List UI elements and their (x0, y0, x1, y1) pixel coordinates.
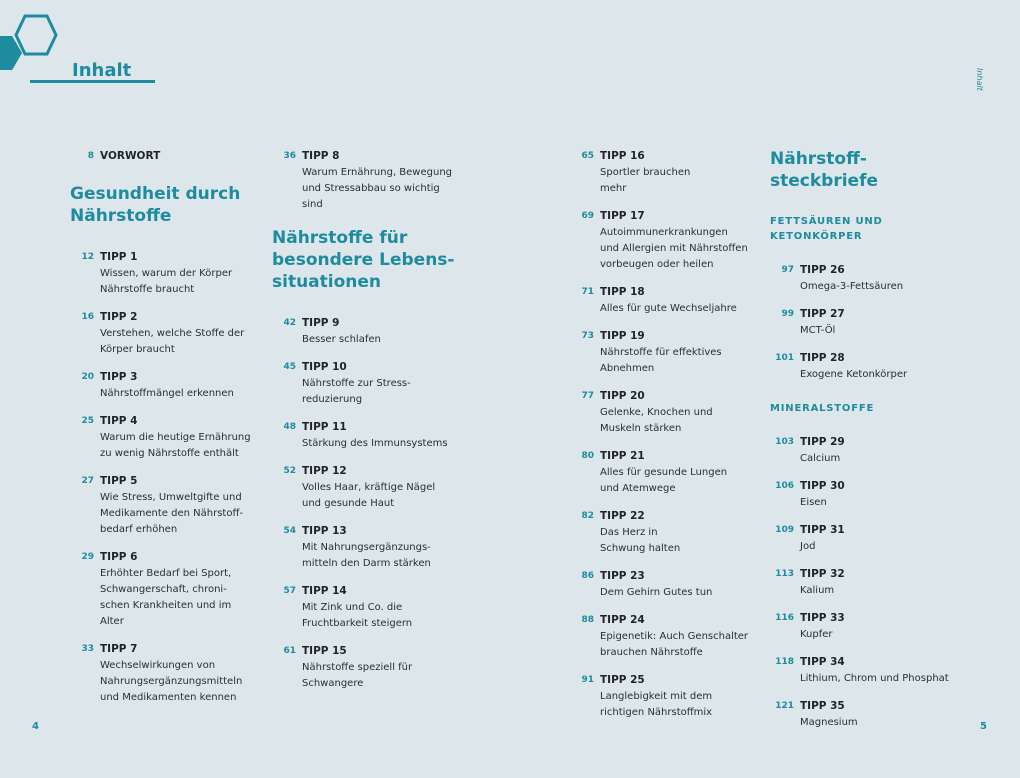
toc-entry-description: MCT-Öl (800, 325, 836, 336)
toc-entry-title: TIPP 2 (100, 311, 138, 323)
toc-entry-description: Dem Gehirn Gutes tun (600, 587, 713, 598)
section-heading (272, 227, 472, 293)
toc-entry-title: TIPP 28 (800, 352, 845, 364)
toc-entry-title: TIPP 15 (302, 645, 347, 657)
toc-entry-description: Stärkung des Immunsystems (302, 438, 448, 449)
toc-entry-description: Autoimmunerkrankungen (600, 227, 728, 238)
toc-entry[interactable] (570, 284, 760, 317)
toc-entry[interactable] (570, 328, 760, 377)
page-number-right: 5 (980, 721, 987, 732)
toc-entry-description: Mit Zink und Co. die (302, 602, 403, 613)
toc-entry-description: Omega-3-Fettsäuren (800, 281, 904, 292)
toc-page-number: 20 (81, 372, 94, 382)
toc-entry-description: Volles Haar, kräftige Nägel (302, 482, 436, 493)
toc-entry-vorwort[interactable] (70, 148, 260, 165)
toc-entry-title: TIPP 23 (600, 570, 645, 582)
toc-page-number: 73 (581, 331, 594, 341)
toc-page-number: 29 (81, 552, 94, 562)
toc-entry-description: Schwung halten (600, 543, 681, 554)
toc-page-number: 103 (775, 437, 794, 447)
toc-entry[interactable] (770, 654, 970, 687)
toc-entry-description: Erhöhter Bedarf bei Sport, (100, 568, 232, 579)
subsection-heading (770, 214, 970, 244)
toc-entry-description: reduzierung (302, 394, 363, 405)
toc-page-number: 8 (87, 151, 94, 161)
toc-entry-description: mitteln den Darm stärken (302, 558, 431, 569)
toc-entry-description: Alles für gesunde Lungen (600, 467, 728, 478)
toc-entry-title: TIPP 31 (800, 524, 845, 536)
toc-page-number: 113 (775, 569, 794, 579)
toc-entry-description: Wie Stress, Umweltgifte und (100, 492, 242, 503)
toc-entry-title: TIPP 32 (800, 568, 845, 580)
toc-entry-title: TIPP 3 (100, 371, 138, 383)
toc-entry-title: TIPP 11 (302, 421, 347, 433)
toc-page-number: 97 (781, 265, 794, 275)
page-title: Inhalt (72, 60, 132, 81)
toc-entry-description: Jod (800, 541, 816, 552)
toc-entry-description: Verstehen, welche Stoffe der (100, 328, 245, 339)
toc-entry[interactable] (570, 508, 760, 557)
toc-entry-description: und Medikamenten kennen (100, 692, 237, 703)
toc-entry[interactable] (70, 309, 260, 358)
toc-entry-description: Sportler brauchen (600, 167, 691, 178)
toc-entry-description: Exogene Ketonkörper (800, 369, 908, 380)
toc-page-number: 80 (581, 451, 594, 461)
toc-entry[interactable] (570, 672, 760, 721)
toc-entry[interactable] (70, 549, 260, 630)
toc-entry-title: TIPP 8 (302, 150, 340, 162)
heading-line: Nährstoff- (770, 149, 867, 169)
toc-entry-description: Nährstoffe zur Stress- (302, 378, 411, 389)
toc-entry-description: Calcium (800, 453, 841, 464)
toc-entry[interactable] (272, 359, 472, 408)
toc-entry[interactable] (770, 306, 970, 339)
toc-entry-description: Nährstoffe speziell für (302, 662, 413, 673)
toc-entry-title: TIPP 19 (600, 330, 645, 342)
toc-entry-description: Abnehmen (600, 363, 655, 374)
toc-page-number: 12 (81, 252, 94, 262)
toc-entry-description: Gelenke, Knochen und (600, 407, 713, 418)
toc-entry-title: TIPP 4 (100, 415, 138, 427)
toc-entry-title: TIPP 7 (100, 643, 138, 655)
toc-entry[interactable] (770, 434, 970, 467)
toc-column-4 (770, 148, 970, 742)
toc-entry-description: richtigen Nährstoffmix (600, 707, 713, 718)
toc-page-number: 33 (81, 644, 94, 654)
toc-page-number: 16 (81, 312, 94, 322)
toc-entry[interactable] (70, 249, 260, 298)
toc-entry-description: zu wenig Nährstoffe enthält (100, 448, 239, 459)
toc-page-number: 42 (283, 318, 296, 328)
toc-entry[interactable] (770, 522, 970, 555)
toc-entry-title: TIPP 12 (302, 465, 347, 477)
toc-page-number: 52 (283, 466, 296, 476)
toc-entry[interactable] (272, 315, 472, 348)
toc-entry-title: TIPP 22 (600, 510, 645, 522)
heading-line: Nährstoffe für (272, 228, 408, 248)
toc-entry-description: Eisen (800, 497, 827, 508)
toc-page-number: 121 (775, 701, 794, 711)
toc-page-number: 54 (283, 526, 296, 536)
toc-entry[interactable] (770, 478, 970, 511)
toc-entry[interactable] (272, 419, 472, 452)
toc-entry-title: TIPP 18 (600, 286, 645, 298)
toc-entry-description: Nährstoffe braucht (100, 284, 195, 295)
toc-entry-title: TIPP 10 (302, 361, 347, 373)
toc-entry-title: TIPP 25 (600, 674, 645, 686)
toc-entry-description: und gesunde Haut (302, 498, 395, 509)
toc-entry-title: VORWORT (100, 150, 161, 162)
toc-page-number: 69 (581, 211, 594, 221)
toc-entry-description: Wissen, warum der Körper (100, 268, 233, 279)
toc-entry-description: bedarf erhöhen (100, 524, 178, 535)
hexagon-outline-icon (14, 14, 58, 56)
toc-page-number: 48 (283, 422, 296, 432)
toc-entry-description: vorbeugen oder heilen (600, 259, 714, 270)
toc-entry-description: Körper braucht (100, 344, 175, 355)
toc-page-number: 118 (775, 657, 794, 667)
subsection-heading (770, 401, 970, 416)
toc-entry-description: Medikamente den Nährstoff- (100, 508, 243, 519)
toc-page-number: 25 (81, 416, 94, 426)
toc-page-number: 116 (775, 613, 794, 623)
toc-entry-description: Epigenetik: Auch Genschalter (600, 631, 749, 642)
toc-page-number: 99 (781, 309, 794, 319)
running-head: Inhalt (975, 68, 984, 91)
toc-entry-description: Alles für gute Wechseljahre (600, 303, 737, 314)
toc-entry-title: TIPP 26 (800, 264, 845, 276)
toc-entry-description: und Stressabbau so wichtig (302, 183, 440, 194)
heading-line: MINERALSTOFFE (770, 403, 875, 414)
toc-entry-description: Nährstoffmängel erkennen (100, 388, 234, 399)
toc-page-number: 82 (581, 511, 594, 521)
toc-entry-title: TIPP 16 (600, 150, 645, 162)
toc-entry-description: Magnesium (800, 717, 858, 728)
toc-entry-title: TIPP 14 (302, 585, 347, 597)
section-heading (70, 183, 260, 227)
toc-entry-description: mehr (600, 183, 627, 194)
toc-column-3 (570, 148, 760, 732)
toc-entry[interactable] (70, 641, 260, 706)
toc-page-number: 65 (581, 151, 594, 161)
toc-entry[interactable] (70, 369, 260, 402)
toc-entry-title: TIPP 5 (100, 475, 138, 487)
toc-entry[interactable] (570, 148, 760, 197)
toc-entry-description: Wechselwirkungen von (100, 660, 216, 671)
toc-page-number: 27 (81, 476, 94, 486)
toc-page-number: 86 (581, 571, 594, 581)
toc-page-number: 109 (775, 525, 794, 535)
toc-page-number: 61 (283, 646, 296, 656)
heading-line: situationen (272, 272, 382, 292)
heading-line: FETTSÄUREN UND (770, 216, 883, 227)
toc-entry[interactable] (770, 262, 970, 295)
toc-entry-description: und Atemwege (600, 483, 676, 494)
toc-page-number: 57 (283, 586, 296, 596)
toc-entry[interactable] (770, 566, 970, 599)
heading-line: steckbriefe (770, 171, 878, 191)
toc-entry[interactable] (272, 583, 472, 632)
toc-entry-description: und Allergien mit Nährstoffen (600, 243, 748, 254)
toc-entry-description: Muskeln stärken (600, 423, 682, 434)
toc-entry-title: TIPP 6 (100, 551, 138, 563)
toc-entry[interactable] (570, 568, 760, 601)
section-heading-text: Gesundheit durch Nährstoffe (70, 184, 241, 226)
toc-entry[interactable] (272, 463, 472, 512)
section-heading (770, 148, 970, 192)
heading-line: KETONKÖRPER (770, 231, 863, 242)
toc-entry-title: TIPP 9 (302, 317, 340, 329)
toc-entry-description: Mit Nahrungsergänzungs- (302, 542, 431, 553)
toc-entry-title: TIPP 27 (800, 308, 845, 320)
toc-entry[interactable] (570, 612, 760, 661)
toc-entry-title: TIPP 30 (800, 480, 845, 492)
toc-page-number: 36 (283, 151, 296, 161)
page-number-left: 4 (32, 721, 39, 732)
toc-entry[interactable] (770, 698, 970, 731)
toc-entry-title: TIPP 34 (800, 656, 845, 668)
toc-entry[interactable] (770, 350, 970, 383)
toc-entry[interactable] (272, 523, 472, 572)
toc-entry[interactable] (570, 388, 760, 437)
toc-entry-description: Fruchtbarkeit steigern (302, 618, 413, 629)
toc-entry-description: Alter (100, 616, 124, 627)
toc-entry[interactable] (570, 448, 760, 497)
toc-entry-title: TIPP 33 (800, 612, 845, 624)
toc-entry-description: Nahrungsergänzungsmitteln (100, 676, 243, 687)
toc-entry[interactable] (570, 208, 760, 273)
toc-entry[interactable] (70, 473, 260, 538)
toc-entry-title: TIPP 13 (302, 525, 347, 537)
toc-entry-description: brauchen Nährstoffe (600, 647, 703, 658)
toc-entry-description: Kalium (800, 585, 835, 596)
toc-entry-description: Kupfer (800, 629, 833, 640)
toc-page-number: 101 (775, 353, 794, 363)
toc-entry[interactable] (70, 413, 260, 462)
toc-page-number: 45 (283, 362, 296, 372)
toc-entry-description: Schwangerschaft, chroni- (100, 584, 227, 595)
toc-entry-description: Lithium, Chrom und Phosphat (800, 673, 949, 684)
toc-entry-description: sind (302, 199, 323, 210)
toc-entry-title: TIPP 24 (600, 614, 645, 626)
toc-entry-description: schen Krankheiten und im (100, 600, 232, 611)
toc-entry-description: Warum Ernährung, Bewegung (302, 167, 453, 178)
toc-entry-description: Nährstoffe für effektives (600, 347, 722, 358)
toc-entry-title: TIPP 35 (800, 700, 845, 712)
toc-entry[interactable] (770, 610, 970, 643)
toc-page-number: 91 (581, 675, 594, 685)
toc-entry-description: Das Herz in (600, 527, 658, 538)
heading-line: besondere Lebens- (272, 250, 455, 270)
toc-entry-description: Langlebigkeit mit dem (600, 691, 713, 702)
toc-entry-title: TIPP 17 (600, 210, 645, 222)
toc-entry-title: TIPP 21 (600, 450, 645, 462)
toc-page-number: 77 (581, 391, 594, 401)
toc-page-number: 106 (775, 481, 794, 491)
toc-column-2 (272, 148, 472, 703)
toc-entry-title: TIPP 29 (800, 436, 845, 448)
toc-entry[interactable] (272, 643, 472, 692)
toc-entry-title: TIPP 1 (100, 251, 138, 263)
toc-page-number: 71 (581, 287, 594, 297)
toc-entry-description: Schwangere (302, 678, 364, 689)
toc-entry-description: Warum die heutige Ernährung (100, 432, 251, 443)
toc-entry[interactable] (272, 148, 472, 213)
toc-column-1 (70, 148, 260, 717)
toc-entry-title: TIPP 20 (600, 390, 645, 402)
toc-entry-description: Besser schlafen (302, 334, 381, 345)
toc-page-number: 88 (581, 615, 594, 625)
